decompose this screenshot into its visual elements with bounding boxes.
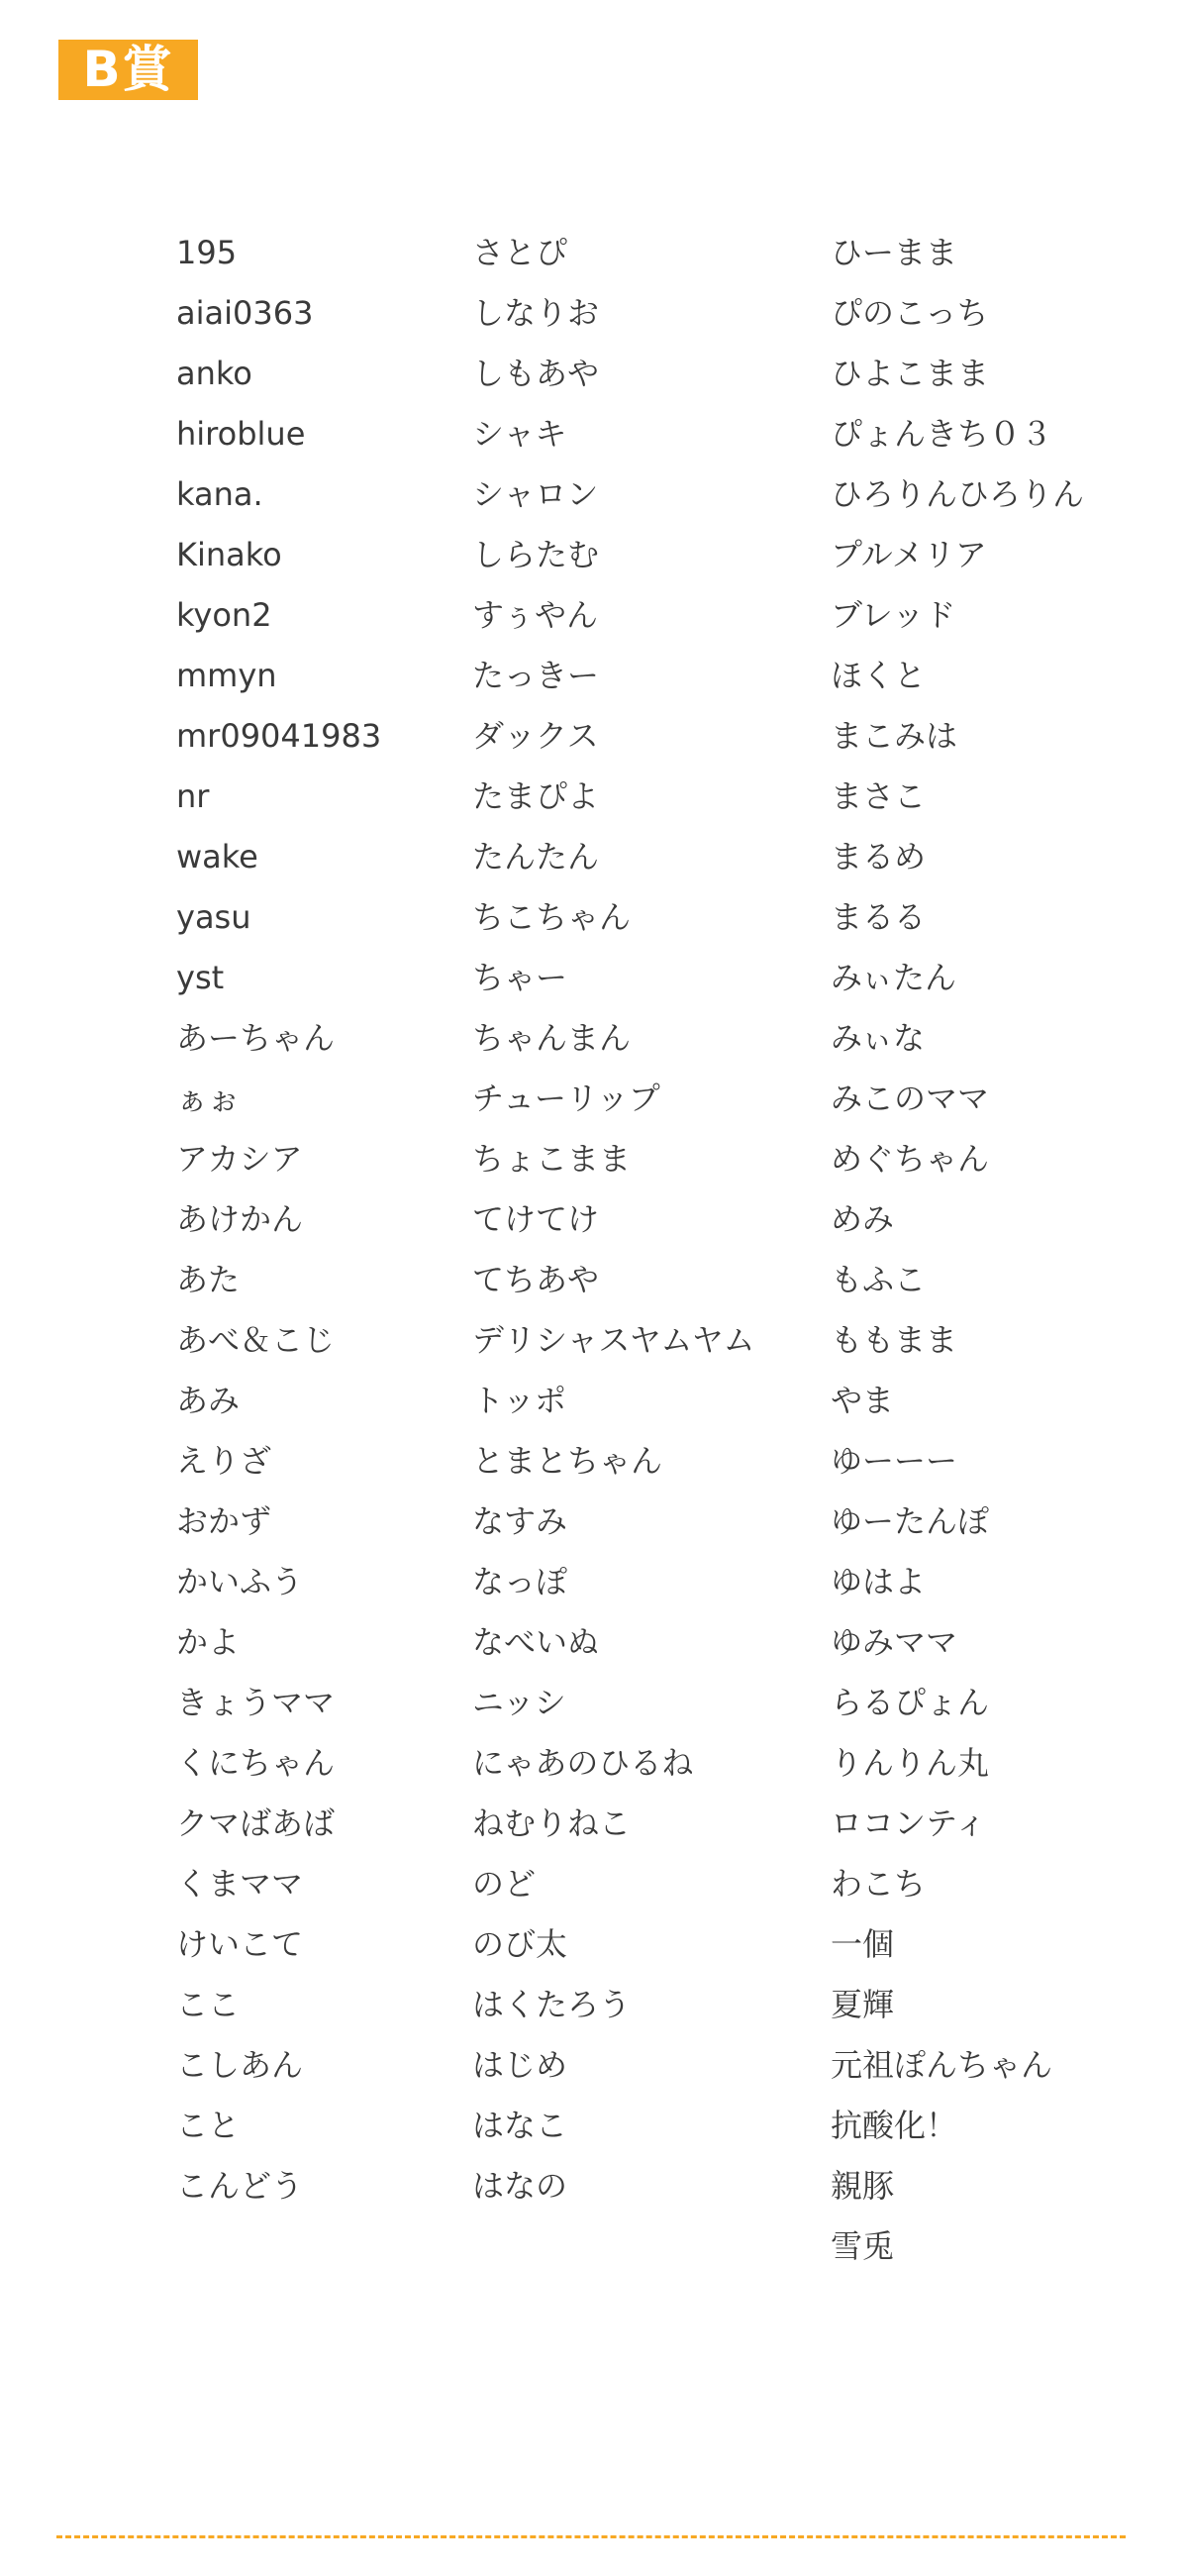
winner-name: wake bbox=[176, 838, 258, 876]
winner-name: mr09041983 bbox=[176, 717, 382, 755]
winner-name: めぐちゃん bbox=[831, 1140, 990, 1178]
winner-name: aiai0363 bbox=[176, 294, 314, 332]
winner-name: シャロン bbox=[472, 475, 599, 513]
winner-name: 抗酸化！ bbox=[831, 2107, 958, 2144]
winner-name: yst bbox=[176, 959, 225, 996]
winner-name: ひーまま bbox=[831, 234, 958, 271]
winner-name: とまとちゃん bbox=[472, 1442, 663, 1480]
winner-name: ももまま bbox=[831, 1321, 958, 1359]
winner-column-1 bbox=[176, 223, 381, 2216]
winner-name: 元祖ぽんちゃん bbox=[831, 2046, 1053, 2084]
winner-name: かよ bbox=[176, 1623, 241, 1661]
winner-name: みぃな bbox=[831, 1019, 926, 1057]
winner-name: かいふう bbox=[176, 1563, 304, 1600]
winner-name: ちこちゃん bbox=[472, 898, 632, 936]
winner-name: ニッシ bbox=[472, 1684, 566, 1721]
winner-name: 雪兎 bbox=[831, 2227, 895, 2265]
winner-name: しらたむ bbox=[472, 536, 600, 573]
winner-name: mmyn bbox=[176, 657, 277, 694]
winner-name: ぴょんきち０３ bbox=[831, 415, 1053, 453]
winner-name: なすみ bbox=[472, 1502, 568, 1540]
winner-name: yasu bbox=[176, 898, 251, 936]
winner-name: のび太 bbox=[472, 1925, 568, 1963]
winner-name: ほくと bbox=[831, 657, 927, 694]
winner-name: えりざ bbox=[176, 1442, 272, 1480]
winner-name: のど bbox=[472, 1865, 537, 1903]
winner-name: はじめ bbox=[472, 2046, 568, 2084]
winner-name: すぅやん bbox=[472, 596, 599, 634]
winner-name: はなこ bbox=[472, 2107, 568, 2144]
winner-name: たっきー bbox=[472, 657, 600, 694]
winner-name: あた bbox=[176, 1261, 241, 1298]
winner-name: ひよこまま bbox=[831, 355, 990, 392]
prize-badge: B賞 bbox=[58, 40, 198, 100]
winner-name: めみ bbox=[831, 1200, 895, 1238]
winner-name: てちあや bbox=[472, 1261, 600, 1298]
winner-name: けいこて bbox=[176, 1925, 304, 1963]
winner-name: あみ bbox=[176, 1382, 241, 1419]
winner-name: らるぴょん bbox=[831, 1684, 990, 1721]
winner-column-2 bbox=[472, 223, 754, 2216]
winner-name: Kinako bbox=[176, 536, 282, 573]
winner-name: プルメリア bbox=[831, 536, 987, 573]
winner-name: 一個 bbox=[831, 1925, 895, 1963]
winner-name: みぃたん bbox=[831, 959, 957, 996]
winner-name: こしあん bbox=[176, 2046, 304, 2084]
winner-name: てけてけ bbox=[472, 1200, 600, 1238]
winner-name: ゆーたんぽ bbox=[831, 1502, 990, 1540]
winner-name: デリシャスヤムヤム bbox=[472, 1321, 755, 1359]
winner-name: kyon2 bbox=[176, 596, 272, 634]
winner-name: アカシア bbox=[176, 1140, 303, 1178]
dashed-divider bbox=[56, 2535, 1126, 2538]
winner-name: なっぽ bbox=[472, 1563, 568, 1600]
winner-name: ちゃー bbox=[472, 959, 568, 996]
winner-name: たんたん bbox=[472, 838, 600, 876]
winner-name: ぴのこっち bbox=[831, 294, 989, 332]
winner-name: きょうママ bbox=[176, 1684, 336, 1721]
winner-name: りんりん丸 bbox=[831, 1744, 990, 1782]
winner-name: あけかん bbox=[176, 1200, 304, 1238]
winner-name: ダックス bbox=[472, 717, 599, 755]
winner-name: anko bbox=[176, 355, 252, 392]
winner-name: しなりお bbox=[472, 294, 600, 332]
winner-name: ロコンティ bbox=[831, 1804, 987, 1842]
winner-name: ゆはよ bbox=[831, 1563, 927, 1600]
winner-name: みこのママ bbox=[831, 1080, 990, 1117]
winner-name: わこち bbox=[831, 1865, 927, 1903]
winner-name: ゆみママ bbox=[831, 1623, 958, 1661]
winner-name: まるめ bbox=[831, 838, 927, 876]
winner-name: ここ bbox=[176, 1986, 241, 2023]
winner-name: もふこ bbox=[831, 1261, 927, 1298]
winner-name: 195 bbox=[176, 234, 238, 271]
winner-name: ぁぉ bbox=[176, 1080, 241, 1117]
winner-name: やま bbox=[831, 1382, 895, 1419]
winner-name: はくたろう bbox=[472, 1986, 632, 2023]
winner-name: トッポ bbox=[472, 1382, 567, 1419]
winner-name: こと bbox=[176, 2107, 241, 2144]
winner-name: あべ＆こじ bbox=[176, 1321, 336, 1359]
winner-name: たまぴよ bbox=[472, 777, 600, 815]
winner-name: はなの bbox=[472, 2167, 568, 2205]
winner-name: 親豚 bbox=[831, 2167, 895, 2205]
winner-name: まさこ bbox=[831, 777, 927, 815]
winner-name: まるる bbox=[831, 898, 927, 936]
winner-name: おかず bbox=[176, 1502, 272, 1540]
winner-name: シャキ bbox=[472, 415, 567, 453]
winner-name: ちゃんまん bbox=[472, 1019, 632, 1057]
winner-name: hiroblue bbox=[176, 415, 306, 453]
winner-name: kana. bbox=[176, 475, 263, 513]
winner-name: くまママ bbox=[176, 1865, 304, 1903]
winner-name: にゃあのひるね bbox=[472, 1744, 694, 1782]
winner-name: ねむりねこ bbox=[472, 1804, 632, 1842]
winner-name: nr bbox=[176, 777, 210, 815]
winner-name: ひろりんひろりん bbox=[831, 475, 1085, 513]
winner-name: クマばあば bbox=[176, 1804, 336, 1842]
winner-name: なべいぬ bbox=[472, 1623, 600, 1661]
winner-name: まこみは bbox=[831, 717, 958, 755]
winner-name: あーちゃん bbox=[176, 1019, 336, 1057]
winner-name: チューリップ bbox=[472, 1080, 660, 1117]
winner-name: ブレッド bbox=[831, 596, 956, 634]
winner-name: しもあや bbox=[472, 355, 600, 392]
winner-name: くにちゃん bbox=[176, 1744, 336, 1782]
winner-name: 夏輝 bbox=[831, 1986, 895, 2023]
winner-name: こんどう bbox=[176, 2167, 304, 2205]
winner-name: ゆーーー bbox=[831, 1442, 958, 1480]
winner-name: さとぴ bbox=[472, 234, 568, 271]
winner-column-3 bbox=[831, 223, 1084, 2277]
winner-name: ちょこまま bbox=[472, 1140, 632, 1178]
